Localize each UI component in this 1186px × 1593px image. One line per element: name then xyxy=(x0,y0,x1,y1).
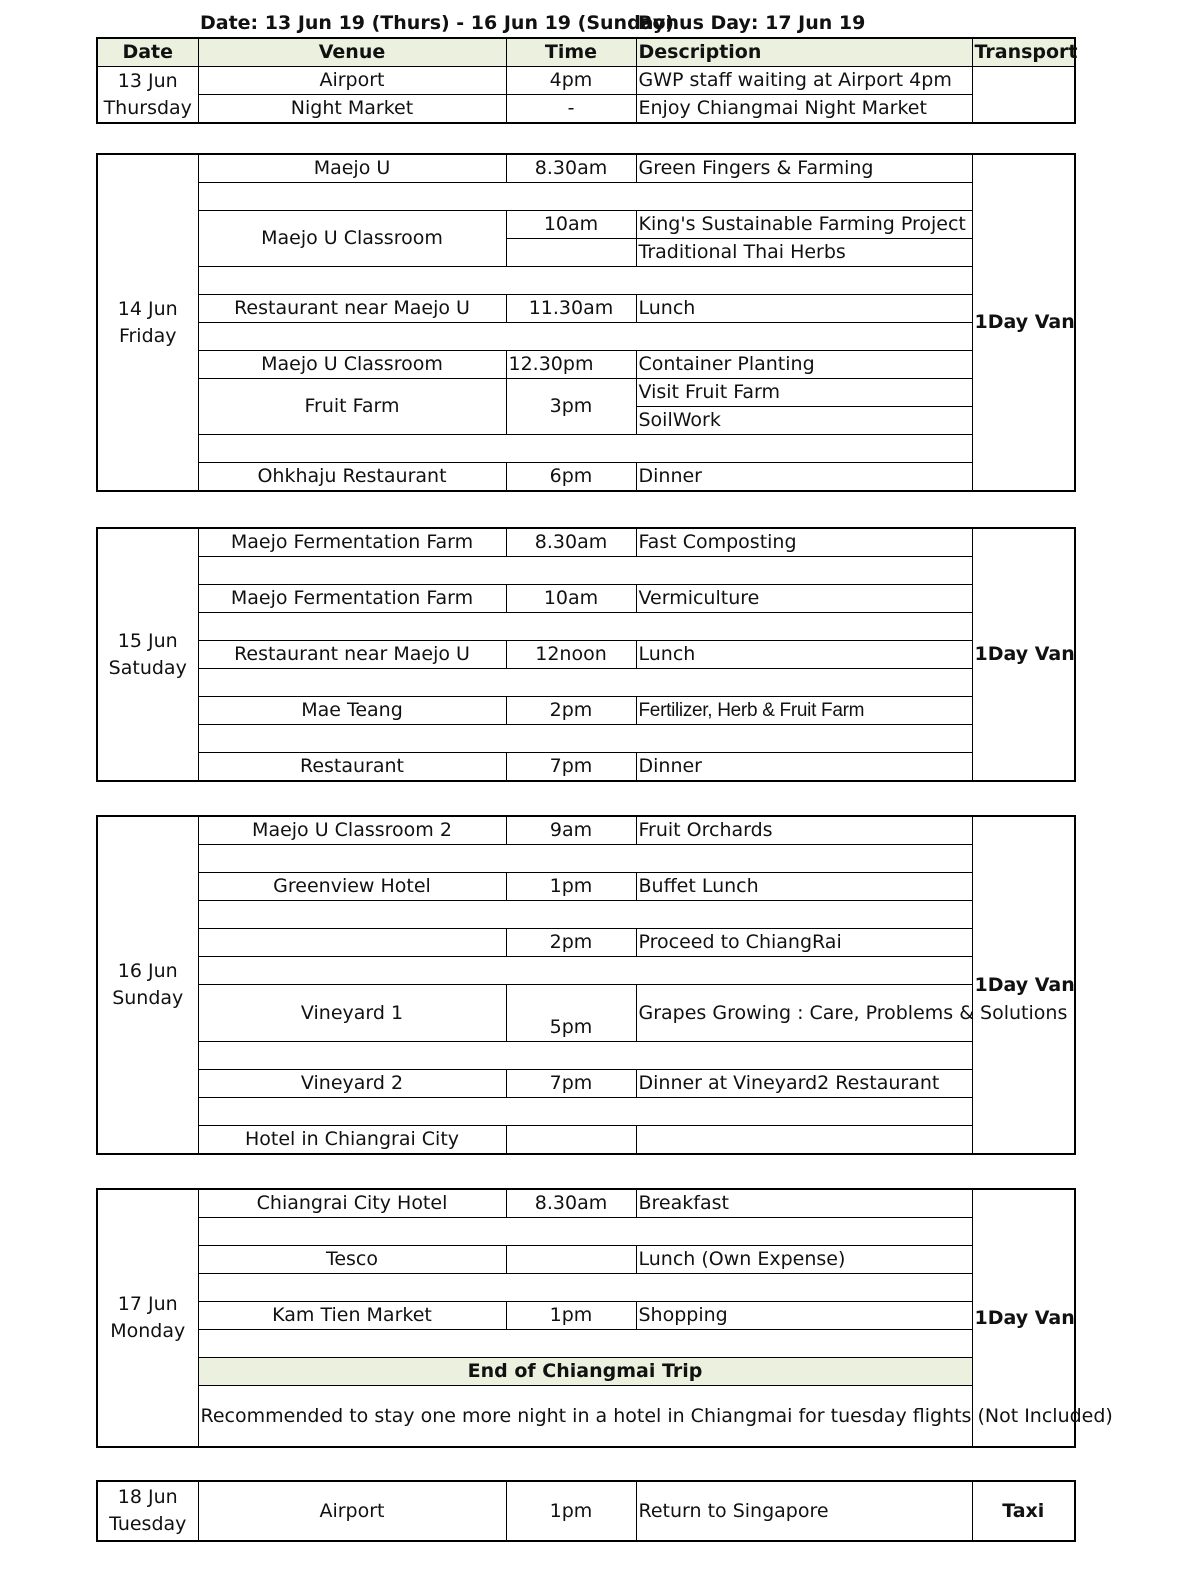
column-header-transport: Transport xyxy=(972,38,1075,67)
description-cell: Shopping xyxy=(636,1302,972,1330)
spacer-row xyxy=(97,845,1075,873)
transport-cell: 1Day Van xyxy=(972,1189,1075,1447)
table-row xyxy=(97,697,1075,725)
schedule-table-15-jun xyxy=(96,527,1076,782)
venue-cell: Hotel in Chiangrai City xyxy=(198,1126,506,1155)
table-row xyxy=(97,753,1075,782)
table-row xyxy=(97,295,1075,323)
time-cell: 8.30am xyxy=(506,1189,636,1218)
spacer-cell xyxy=(198,613,972,641)
date-cell xyxy=(97,528,198,781)
schedule-table-18-jun xyxy=(96,1480,1076,1542)
time-cell: 12.30pm xyxy=(506,351,636,379)
transport-cell xyxy=(972,67,1075,124)
venue-cell xyxy=(198,929,506,957)
description-cell: SoilWork xyxy=(636,407,972,435)
schedule-table-14-jun xyxy=(96,153,1076,492)
spacer-row xyxy=(97,435,1075,463)
venue-cell: Night Market xyxy=(198,95,506,124)
date-day: 16 Jun xyxy=(117,960,178,982)
date-cell xyxy=(97,1481,198,1541)
spacer-row xyxy=(97,613,1075,641)
spacer-cell xyxy=(198,183,972,211)
spacer-row xyxy=(97,957,1075,985)
time-cell xyxy=(506,1126,636,1155)
date-weekday: Monday xyxy=(110,1320,186,1342)
venue-cell: Maejo U Classroom 2 xyxy=(198,816,506,845)
description-cell: Proceed to ChiangRai xyxy=(636,929,972,957)
table-row xyxy=(97,816,1075,845)
description-cell: Breakfast xyxy=(636,1189,972,1218)
column-header-row xyxy=(97,38,1075,67)
date-cell xyxy=(97,816,198,1154)
time-cell xyxy=(506,1246,636,1274)
table-row xyxy=(97,67,1075,95)
table-row xyxy=(97,379,1075,407)
date-cell xyxy=(97,154,198,491)
date-day: 13 Jun xyxy=(117,69,178,92)
end-banner-row xyxy=(97,1358,1075,1386)
spacer-cell xyxy=(198,1098,972,1126)
transport-cell: 1Day Van xyxy=(972,528,1075,781)
description-cell: Dinner at Vineyard2 Restaurant xyxy=(636,1070,972,1098)
description-cell: Dinner xyxy=(636,753,972,782)
date-cell xyxy=(97,67,198,124)
time-cell: - xyxy=(506,95,636,124)
spacer-cell xyxy=(198,957,972,985)
column-header-description: Description xyxy=(636,38,972,67)
time-cell: 8.30am xyxy=(506,528,636,557)
spacer-row xyxy=(97,557,1075,585)
venue-cell: Chiangrai City Hotel xyxy=(198,1189,506,1218)
column-header-time: Time xyxy=(506,38,636,67)
time-cell: 1pm xyxy=(506,873,636,901)
end-of-trip-banner: End of Chiangmai Trip xyxy=(198,1358,972,1386)
date-weekday: Friday xyxy=(118,324,177,347)
description-cell: Fast Composting xyxy=(636,528,972,557)
time-cell: 5pm xyxy=(506,985,636,1042)
table-row xyxy=(97,929,1075,957)
date-day: 14 Jun xyxy=(117,297,178,320)
time-cell: 12noon xyxy=(506,641,636,669)
venue-cell: Airport xyxy=(198,67,506,95)
table-row xyxy=(97,528,1075,557)
schedule-table-16-jun xyxy=(96,815,1076,1155)
time-cell: 2pm xyxy=(506,697,636,725)
spacer-cell xyxy=(198,1274,972,1302)
spacer-row xyxy=(97,1042,1075,1070)
spacer-row xyxy=(97,1274,1075,1302)
schedule-table-13-jun xyxy=(96,37,1076,124)
description-cell: Lunch (Own Expense) xyxy=(636,1246,972,1274)
spacer-row xyxy=(97,669,1075,697)
spacer-row xyxy=(97,725,1075,753)
table-row xyxy=(97,1126,1075,1155)
hotel-recommendation-note: Recommended to stay one more night in a hotel in Chiangmai for tuesday flights (Not Included) xyxy=(198,1386,972,1448)
spacer-cell xyxy=(198,267,972,295)
spacer-cell xyxy=(198,1330,972,1358)
column-header-venue: Venue xyxy=(198,38,506,67)
table-row xyxy=(97,985,1075,1042)
description-cell: Grapes Growing : Care, Problems & Solutions xyxy=(636,985,972,1042)
venue-cell: Mae Teang xyxy=(198,697,506,725)
date-day: 17 Jun xyxy=(117,1293,178,1315)
time-cell: 7pm xyxy=(506,1070,636,1098)
venue-cell: Maejo U xyxy=(198,154,506,183)
spacer-row xyxy=(97,1330,1075,1358)
time-cell: 11.30am xyxy=(506,295,636,323)
venue-cell: Ohkhaju Restaurant xyxy=(198,463,506,492)
venue-cell: Airport xyxy=(198,1481,506,1541)
venue-cell: Maejo Fermentation Farm xyxy=(198,528,506,557)
spacer-row xyxy=(97,1218,1075,1246)
time-cell: 10am xyxy=(506,585,636,613)
spacer-cell xyxy=(198,1042,972,1070)
spacer-cell xyxy=(198,557,972,585)
venue-cell: Kam Tien Market xyxy=(198,1302,506,1330)
spacer-row xyxy=(97,267,1075,295)
time-cell: 6pm xyxy=(506,463,636,492)
description-cell: Vermiculture xyxy=(636,585,972,613)
description-cell: Lunch xyxy=(636,641,972,669)
venue-cell: Maejo U Classroom xyxy=(198,351,506,379)
venue-cell: Fruit Farm xyxy=(198,379,506,435)
date-cell xyxy=(97,1189,198,1447)
schedule-table-17-jun xyxy=(96,1188,1113,1448)
time-cell: 9am xyxy=(506,816,636,845)
spacer-cell xyxy=(198,901,972,929)
venue-cell: Restaurant near Maejo U xyxy=(198,295,506,323)
table-row xyxy=(97,1070,1075,1098)
spacer-cell xyxy=(198,669,972,697)
spacer-cell xyxy=(198,435,972,463)
table-row xyxy=(97,211,1075,239)
spacer-row xyxy=(97,183,1075,211)
venue-cell: Greenview Hotel xyxy=(198,873,506,901)
column-header-date: Date xyxy=(97,38,198,67)
date-weekday: Tuesday xyxy=(109,1513,187,1535)
description-cell xyxy=(636,1126,972,1155)
table-row xyxy=(97,95,1075,124)
description-cell: Lunch xyxy=(636,295,972,323)
time-cell: 3pm xyxy=(506,379,636,435)
time-cell: 8.30am xyxy=(506,154,636,183)
spacer-cell xyxy=(198,1218,972,1246)
venue-cell: Maejo Fermentation Farm xyxy=(198,585,506,613)
time-cell: 4pm xyxy=(506,67,636,95)
spacer-row xyxy=(97,323,1075,351)
time-cell: 2pm xyxy=(506,929,636,957)
time-cell: 1pm xyxy=(506,1481,636,1541)
spacer-cell xyxy=(198,323,972,351)
description-cell: Dinner xyxy=(636,463,972,492)
date-weekday: Sunday xyxy=(112,987,184,1009)
venue-cell: Restaurant near Maejo U xyxy=(198,641,506,669)
table-row xyxy=(97,1246,1075,1274)
date-day: 18 Jun xyxy=(117,1486,178,1508)
description-cell: Buffet Lunch xyxy=(636,873,972,901)
venue-cell: Tesco xyxy=(198,1246,506,1274)
table-row xyxy=(97,641,1075,669)
date-weekday: Satuday xyxy=(108,656,187,679)
description-cell: Fruit Orchards xyxy=(636,816,972,845)
description-cell: Fertilizer, Herb & Fruit Farm xyxy=(636,697,972,725)
time-cell: 7pm xyxy=(506,753,636,782)
table-row xyxy=(97,873,1075,901)
note-row xyxy=(97,1386,1075,1448)
description-cell: Return to Singapore xyxy=(636,1481,972,1541)
description-cell: Enjoy Chiangmai Night Market xyxy=(636,95,972,124)
description-cell: Traditional Thai Herbs xyxy=(636,239,972,267)
transport-cell: Taxi xyxy=(972,1481,1075,1541)
spacer-cell xyxy=(198,845,972,873)
table-row xyxy=(97,1302,1075,1330)
description-cell: Green Fingers & Farming xyxy=(636,154,972,183)
table-row xyxy=(97,1481,1075,1541)
time-cell: 1pm xyxy=(506,1302,636,1330)
venue-cell: Maejo U Classroom xyxy=(198,211,506,267)
description-cell: King's Sustainable Farming Project xyxy=(636,211,972,239)
trip-date-range: Date: 13 Jun 19 (Thurs) - 16 Jun 19 (Sunday) xyxy=(200,12,674,34)
transport-cell: 1Day Van xyxy=(972,154,1075,491)
date-day: 15 Jun xyxy=(117,629,178,652)
description-cell: GWP staff waiting at Airport 4pm xyxy=(636,67,972,95)
time-cell: 10am xyxy=(506,211,636,239)
transport-cell: 1Day Van xyxy=(972,816,1075,1154)
table-row xyxy=(97,463,1075,492)
venue-cell: Restaurant xyxy=(198,753,506,782)
table-row xyxy=(97,585,1075,613)
venue-cell: Vineyard 2 xyxy=(198,1070,506,1098)
description-cell: Container Planting xyxy=(636,351,972,379)
spacer-row xyxy=(97,1098,1075,1126)
table-row xyxy=(97,154,1075,183)
time-cell xyxy=(506,239,636,267)
description-cell: Visit Fruit Farm xyxy=(636,379,972,407)
table-row xyxy=(97,351,1075,379)
table-row xyxy=(97,1189,1075,1218)
spacer-cell xyxy=(198,725,972,753)
spacer-row xyxy=(97,901,1075,929)
date-weekday: Thursday xyxy=(103,96,192,119)
venue-cell: Vineyard 1 xyxy=(198,985,506,1042)
bonus-day-label: Bonus Day: 17 Jun 19 xyxy=(638,12,866,34)
